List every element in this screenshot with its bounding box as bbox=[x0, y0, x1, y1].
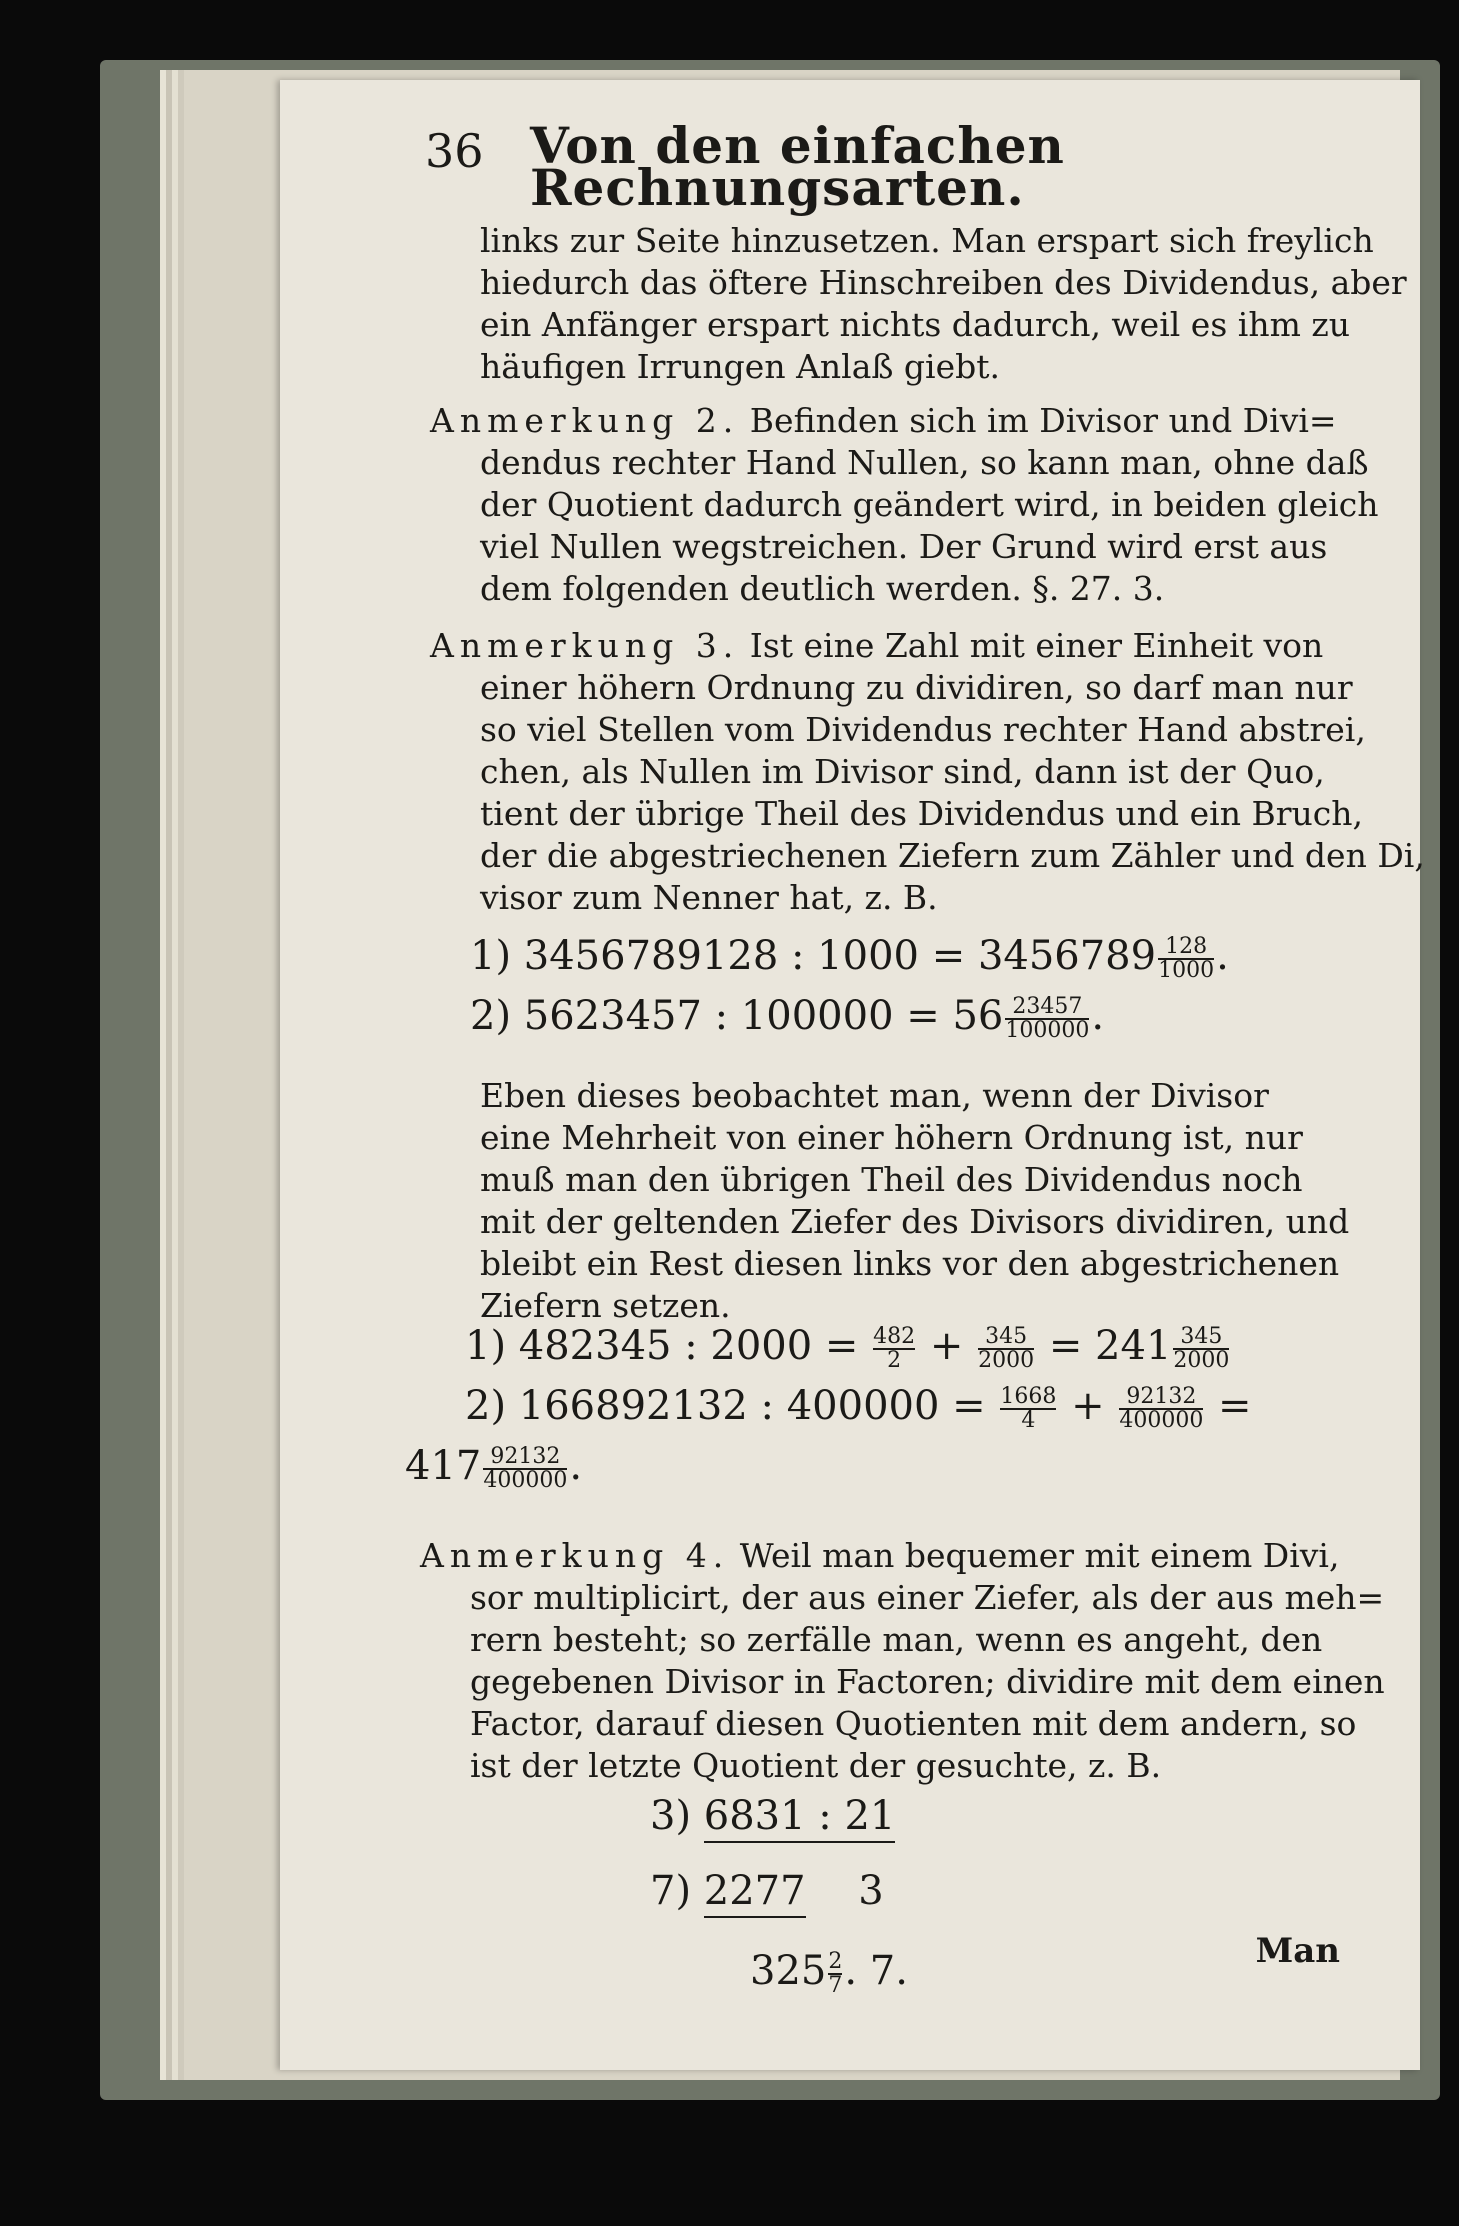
text-line: rern besteht; so zerfälle man, wenn es angeht, den bbox=[470, 1620, 1323, 1659]
text-line: bleibt ein Rest diesen links vor den abgestrichenen bbox=[480, 1244, 1340, 1283]
catchword: Man bbox=[1255, 1931, 1340, 1971]
note-2 bbox=[430, 400, 1400, 610]
fraction: $\frac{345}{2000}$ bbox=[1173, 1324, 1230, 1373]
example-equation: 1) 3456789128 : 1000 = 3456789 $\frac{128}{1000}$ . bbox=[470, 933, 1229, 983]
intro-paragraph bbox=[480, 220, 1407, 388]
text-line: der Quotient dadurch geändert wird, in beiden gleich bbox=[480, 485, 1379, 524]
text-line: der die abgestriechenen Ziefern zum Zähler und den Di, bbox=[480, 836, 1425, 875]
example-equation: 2) 5623457 : 100000 = 56 $\frac{23457}{100000}$ . bbox=[470, 993, 1105, 1043]
example-equation: 1) 482345 : 2000 = $\frac{482}{2}$ + $\frac{345}{2000}$ = 241 $\frac{345}{2000}$ bbox=[465, 1323, 1230, 1373]
text-line: muß man den übrigen Theil des Dividendus noch bbox=[480, 1160, 1303, 1199]
text-line: visor zum Nenner hat, z. B. bbox=[480, 878, 938, 917]
text-line: ist der letzte Quotient der gesuchte, z. B. bbox=[470, 1746, 1162, 1785]
text-line: links zur Seite hinzusetzen. Man erspart sich freylich bbox=[480, 221, 1374, 260]
text-line: sor multiplicirt, der aus einer Ziefer, als der aus meh= bbox=[470, 1578, 1385, 1617]
fraction: $\frac{482}{2}$ bbox=[873, 1324, 916, 1373]
text-line: Factor, darauf diesen Quotienten mit dem andern, so bbox=[470, 1704, 1357, 1743]
note-text: Befinden sich im Divisor und Divi= bbox=[749, 401, 1337, 440]
example-equation: 2) 166892132 : 400000 = $\frac{1668}{4}$ + $\frac{92132}{400000}$ = bbox=[465, 1383, 1252, 1433]
text-line: eine Mehrheit von einer höhern Ordnung ist, nur bbox=[480, 1118, 1303, 1157]
text-line: einer höhern Ordnung zu dividiren, so darf man nur bbox=[480, 668, 1353, 707]
division-result: 325 $\frac{2}{7}$ . 7. bbox=[750, 1948, 908, 1998]
text-line: gegebenen Divisor in Factoren; dividire mit dem einen bbox=[470, 1662, 1385, 1701]
text-line: dem folgenden deutlich werden. §. 27. 3. bbox=[480, 569, 1165, 608]
text-line: häufigen Irrungen Anlaß giebt. bbox=[480, 347, 1001, 386]
text-line: viel Nullen wegstreichen. Der Grund wird erst aus bbox=[480, 527, 1328, 566]
text-line bbox=[430, 625, 1400, 667]
paragraph-eben bbox=[480, 1075, 1400, 1327]
fraction: $\frac{92132}{400000}$ bbox=[483, 1444, 568, 1493]
example-equation-continuation: 417 $\frac{92132}{400000}$ . bbox=[405, 1443, 583, 1493]
running-title: Von den einfachen Rechnungsarten. bbox=[530, 116, 1065, 217]
fraction: $\frac{1668}{4}$ bbox=[1000, 1384, 1057, 1433]
note-text: Ist eine Zahl mit einer Einheit von bbox=[749, 626, 1324, 665]
text-line: dendus rechter Hand Nullen, so kann man, ohne daß bbox=[480, 443, 1369, 482]
text-line: ein Anfänger erspart nichts dadurch, weil es ihm zu bbox=[480, 305, 1350, 344]
text-line: chen, als Nullen im Divisor sind, dann ist der Quo, bbox=[480, 752, 1325, 791]
note-text: Weil man bequemer mit einem Divi, bbox=[739, 1536, 1340, 1575]
text-line: Eben dieses beobachtet man, wenn der Divisor bbox=[480, 1076, 1269, 1115]
note-label: Anmerkung 2. bbox=[430, 401, 740, 440]
page-header bbox=[425, 116, 1405, 217]
note-label: Anmerkung 3. bbox=[430, 626, 740, 665]
text-line: mit der geltenden Ziefer des Divisors dividiren, und bbox=[480, 1202, 1350, 1241]
text-line bbox=[430, 400, 1400, 442]
note-3 bbox=[430, 625, 1425, 919]
fraction: $\frac{2}{7}$ bbox=[828, 1949, 843, 1998]
note-4 bbox=[420, 1535, 1400, 1787]
text-line bbox=[420, 1535, 1400, 1577]
book-page bbox=[280, 80, 1425, 2070]
note-label: Anmerkung 4. bbox=[420, 1536, 730, 1575]
text-line: tient der übrige Theil des Dividendus und ein Bruch, bbox=[480, 794, 1363, 833]
fraction: $\frac{345}{2000}$ bbox=[978, 1324, 1035, 1373]
division-step-1: 3) 6831 : 21 bbox=[650, 1795, 895, 1837]
text-line: so viel Stellen vom Dividendus rechter Hand abstrei, bbox=[480, 710, 1366, 749]
fraction: $\frac{128}{1000}$ bbox=[1158, 934, 1215, 983]
text-line: Ziefern setzen. bbox=[480, 1286, 731, 1325]
page-content bbox=[280, 80, 1425, 2070]
fraction: $\frac{23457}{100000}$ bbox=[1005, 994, 1090, 1043]
page-number: 36 bbox=[425, 124, 484, 178]
text-line: hiedurch das öftere Hinschreiben des Dividendus, aber bbox=[480, 263, 1407, 302]
fraction: $\frac{92132}{400000}$ bbox=[1119, 1384, 1204, 1433]
division-step-2: 7) 2277 3 bbox=[650, 1870, 884, 1912]
